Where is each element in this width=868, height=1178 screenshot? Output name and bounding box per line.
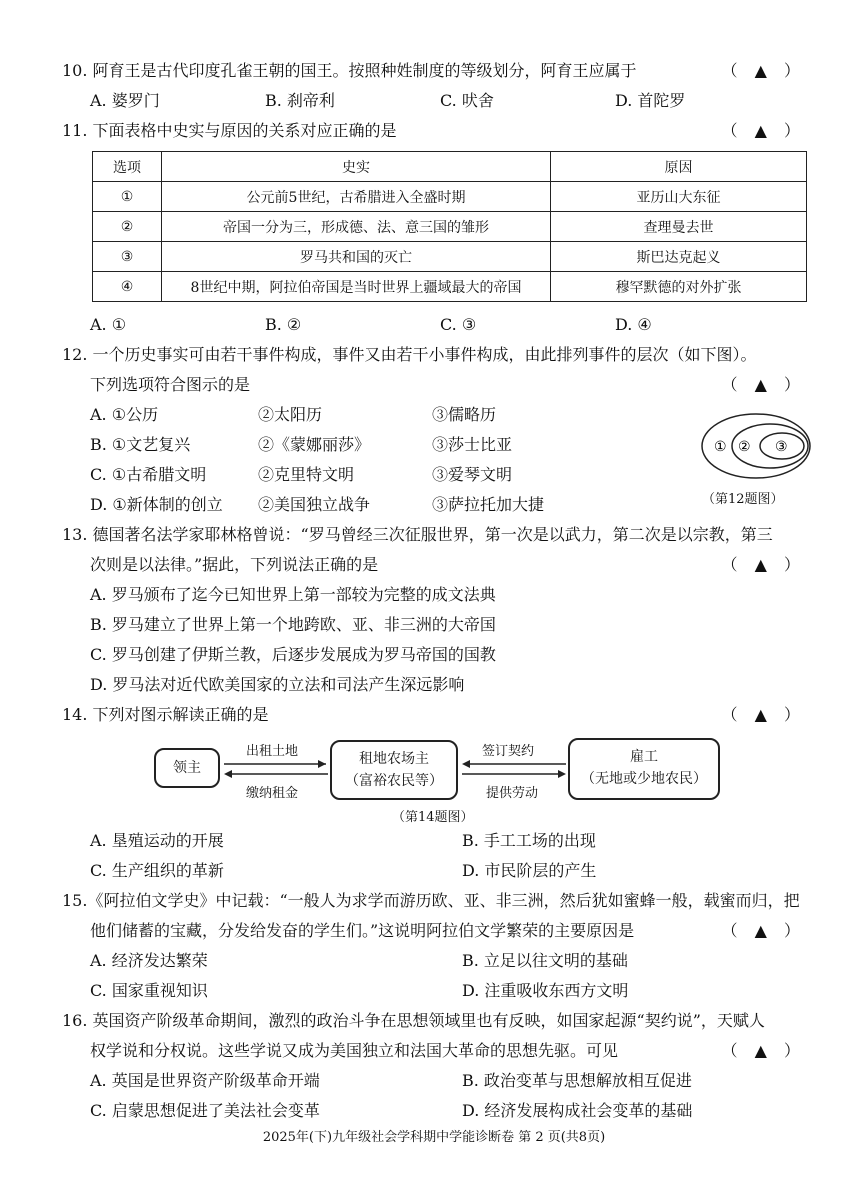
question-12 [62, 340, 806, 520]
option-part: ③爱琴文明 [432, 465, 513, 484]
q10-option-c: C. 吠舍 [440, 91, 494, 110]
answer-marker: （ ▲ ） [721, 705, 806, 724]
answer-marker: （ ▲ ） [721, 921, 806, 940]
table-cell: 8世纪中期，阿拉伯帝国是当时世界上疆域最大的帝国 [162, 272, 551, 302]
question-13 [62, 520, 806, 700]
table-row [93, 182, 807, 212]
q15-option-d: D. 注重吸收东西方文明 [462, 981, 629, 1000]
option-part: ②《蒙娜丽莎》 [258, 435, 371, 454]
arrow-left-icon [462, 760, 470, 768]
table-cell: ② [93, 212, 162, 242]
answer-marker: （ ▲ ） [721, 375, 806, 394]
arrow-label: 签订契约 [482, 744, 535, 759]
table-cell: 斯巴达克起义 [551, 242, 807, 272]
q11-option-b: B. ② [265, 315, 302, 334]
option-part: A. ①公历 [90, 405, 159, 424]
question-14 [62, 700, 806, 730]
box-subtitle: （富裕农民等） [345, 773, 443, 789]
arrow-right-icon [558, 770, 566, 778]
question-15 [62, 886, 806, 1006]
box-title: 租地农场主 [359, 751, 429, 767]
q16-stem-2: 权学说和分权说。这些学说又成为美国独立和法国大革命的思想先驱。可见 [90, 1041, 619, 1060]
option-part: ②美国独立战争 [258, 495, 371, 514]
page-footer: 2025年(下)九年级社会学科期中学能诊断卷 第 2 页(共8页) [262, 1130, 606, 1145]
question-11 [62, 116, 806, 146]
option-part: C. ①古希腊文明 [90, 465, 207, 484]
q12-stem-2: 下列选项符合图示的是 [90, 375, 251, 394]
table-row [93, 212, 807, 242]
q11-option-a: A. ① [90, 315, 127, 334]
table-header: 原因 [551, 152, 807, 182]
q12-option-a [62, 400, 806, 430]
q13-option-c: C. 罗马创建了伊斯兰教，后逐步发展成为罗马帝国的国教 [90, 645, 496, 664]
q13-stem-2: 次则是以法律。”据此，下列说法正确的是 [90, 555, 379, 574]
option-part: D. ①新体制的创立 [90, 495, 223, 514]
answer-marker: （ ▲ ） [721, 61, 806, 80]
q14-options [62, 826, 806, 886]
arrow-label: 提供劳动 [486, 786, 539, 801]
question-10 [62, 56, 806, 116]
q14-option-c: C. 生产组织的革新 [90, 861, 224, 880]
fig-label-2: ② [738, 439, 751, 455]
table-cell: ④ [93, 272, 162, 302]
question-16 [62, 1006, 806, 1126]
table-cell: 帝国一分为三，形成德、法、意三国的雏形 [162, 212, 551, 242]
q16-option-c: C. 启蒙思想促进了美法社会变革 [90, 1101, 320, 1120]
fig-label-3: ③ [775, 439, 788, 455]
q16-stem-1: 16. 英国资产阶级革命期间，激烈的政治斗争在思想领域里也有反映，如国家起源“契约说”，天赋人 [62, 1011, 765, 1030]
arrow-right-icon [318, 760, 326, 768]
answer-marker: （ ▲ ） [721, 1041, 806, 1060]
table-cell: 穆罕默德的对外扩张 [551, 272, 807, 302]
option-part: ③儒略历 [432, 405, 497, 424]
table-header: 选项 [93, 152, 162, 182]
table-cell: ③ [93, 242, 162, 272]
q10-option-d: D. 首陀罗 [615, 91, 686, 110]
fig-label-1: ① [714, 439, 727, 455]
q11-option-c: C. ③ [440, 315, 477, 334]
q10-stem: 10. 阿育王是古代印度孔雀王朝的国王。按照种姓制度的等级划分，阿育王应属于 [62, 61, 637, 80]
answer-marker: （ ▲ ） [721, 555, 806, 574]
table-cell: ① [93, 182, 162, 212]
q14-tenant-farmer-box [330, 740, 458, 800]
q12-option-c [62, 460, 806, 490]
table-cell: 公元前5世纪，古希腊进入全盛时期 [162, 182, 551, 212]
table-row [93, 272, 807, 302]
q14-option-b: B. 手工工场的出现 [462, 831, 596, 850]
q15-stem-2: 他们储蓄的宝藏，分发给发奋的学生们。”这说明阿拉伯文学繁荣的主要原因是 [90, 921, 635, 940]
q15-option-a: A. 经济发达繁荣 [90, 951, 208, 970]
option-part: ②太阳历 [258, 405, 323, 424]
q16-option-a: A. 英国是世界资产阶级革命开端 [90, 1071, 320, 1090]
answer-marker: （ ▲ ） [721, 121, 806, 140]
table-cell: 亚历山大东征 [551, 182, 807, 212]
q10-option-a: A. 婆罗门 [90, 91, 160, 110]
q14-option-d: D. 市民阶层的产生 [462, 861, 597, 880]
q13-option-b: B. 罗马建立了世界上第一个地跨欧、亚、非三洲的大帝国 [90, 615, 496, 634]
option-part: B. ①文艺复兴 [90, 435, 191, 454]
q14-lord-box: 领主 [154, 748, 220, 788]
arrow-label: 缴纳租金 [246, 786, 299, 801]
q12-nested-circles-figure [700, 412, 812, 484]
q11-options [62, 310, 806, 340]
table-header: 史实 [162, 152, 551, 182]
table-cell: 罗马共和国的灭亡 [162, 242, 551, 272]
q15-option-c: C. 国家重视知识 [90, 981, 208, 1000]
option-part: ③莎士比亚 [432, 435, 513, 454]
q13-option-a: A. 罗马颁布了迄今已知世界上第一部较为完整的成文法典 [90, 585, 496, 604]
q11-stem: 11. 下面表格中史实与原因的关系对应正确的是 [62, 121, 397, 140]
option-part: ③萨拉托加大捷 [432, 495, 545, 514]
q11-table [92, 151, 807, 302]
q12-option-b [62, 430, 806, 460]
box-subtitle: （无地或少地农民） [581, 771, 707, 787]
q10-option-b: B. 刹帝利 [265, 91, 335, 110]
q14-laborer-box [568, 738, 720, 800]
q14-option-a: A. 垦殖运动的开展 [90, 831, 224, 850]
q12-option-d [62, 490, 806, 520]
q14-caption: （第14题图） [392, 810, 474, 825]
q15-stem-1: 15.《阿拉伯文学史》中记载：“一般人为求学而游历欧、亚、非三洲，然后犹如蜜蜂一般，载蜜而归，把 [62, 891, 800, 910]
option-part: ②克里特文明 [258, 465, 355, 484]
q15-option-b: B. 立足以往文明的基础 [462, 951, 628, 970]
q16-option-d: D. 经济发展构成社会变革的基础 [462, 1101, 693, 1120]
q11-option-d: D. ④ [615, 315, 652, 334]
arrow-left-icon [224, 770, 232, 778]
q12-stem-1: 12. 一个历史事实可由若干事件构成，事件又由若干小事件构成，由此排列事件的层次（如下图）。 [62, 345, 757, 364]
box-title: 雇工 [630, 749, 658, 765]
q13-stem-1: 13. 德国著名法学家耶林格曾说：“罗马曾经三次征服世界，第一次是以武力，第二次是以宗教，第三 [62, 525, 773, 544]
arrow-label: 出租土地 [246, 744, 299, 759]
table-cell: 查理曼去世 [551, 212, 807, 242]
q13-option-d: D. 罗马法对近代欧美国家的立法和司法产生深远影响 [90, 675, 465, 694]
q14-stem: 14. 下列对图示解读正确的是 [62, 705, 269, 724]
q12-caption: （第12题图） [702, 492, 784, 507]
q16-option-b: B. 政治变革与思想解放相互促进 [462, 1071, 692, 1090]
table-row [93, 242, 807, 272]
